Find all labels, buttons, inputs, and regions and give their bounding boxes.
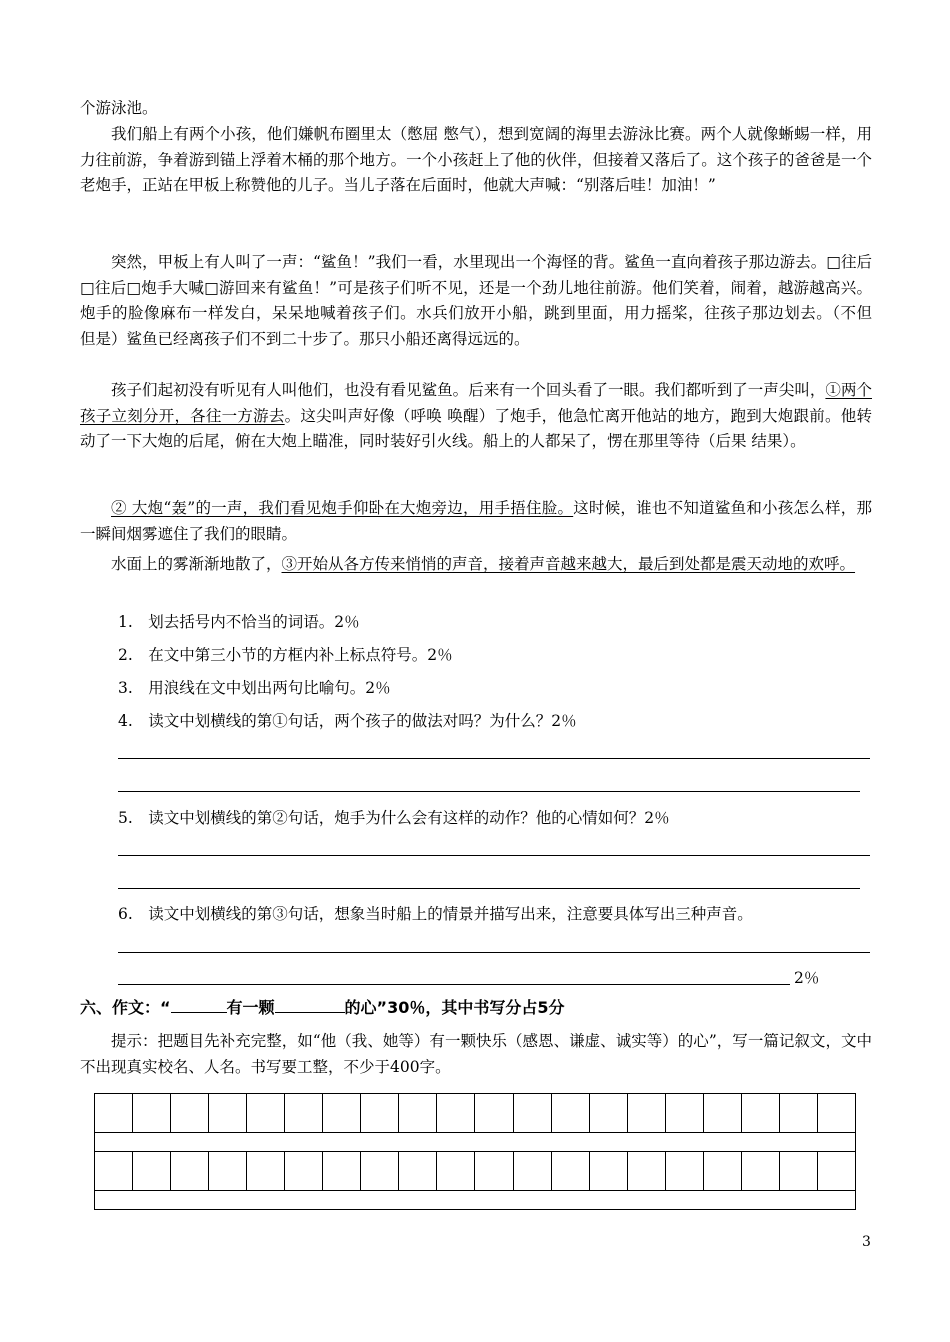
underlined-sentence-1: ①两个孩子立刻分开，各往一方游去 bbox=[80, 381, 872, 425]
grid-spacer bbox=[95, 1132, 855, 1151]
answer-line[interactable] bbox=[118, 888, 860, 889]
grid-cell[interactable] bbox=[399, 1152, 437, 1190]
passage-paragraph-4 bbox=[80, 496, 872, 547]
grid-cell[interactable] bbox=[742, 1094, 780, 1132]
underlined-sentence-2: ② 大炮“轰”的一声，我们看见炮手仰卧在大炮旁边，用手捂住脸。 bbox=[111, 499, 574, 517]
grid-cell[interactable] bbox=[399, 1094, 437, 1132]
grid-cell[interactable] bbox=[437, 1094, 475, 1132]
grid-cell[interactable] bbox=[552, 1152, 590, 1190]
passage-text: 个游泳池。 bbox=[80, 99, 158, 117]
answer-line[interactable] bbox=[118, 952, 870, 953]
writing-grid[interactable] bbox=[94, 1093, 856, 1210]
title-blank[interactable] bbox=[171, 996, 227, 1013]
grid-cell[interactable] bbox=[95, 1094, 133, 1132]
question-2: 2. 在文中第三小节的方框内补上标点符号。2％ bbox=[118, 646, 453, 664]
grid-cell[interactable] bbox=[323, 1094, 361, 1132]
grid-cell[interactable] bbox=[590, 1152, 628, 1190]
passage-paragraph-5 bbox=[80, 552, 872, 578]
grid-cell[interactable] bbox=[133, 1152, 171, 1190]
grid-cell[interactable] bbox=[818, 1152, 855, 1190]
grid-cell[interactable] bbox=[475, 1094, 513, 1132]
essay-title-text: 六、作文：“ bbox=[80, 998, 171, 1017]
grid-cell[interactable] bbox=[437, 1152, 475, 1190]
essay-title-text: 有一颗 bbox=[226, 998, 275, 1017]
grid-cell[interactable] bbox=[552, 1094, 590, 1132]
question-4: 4. 读文中划横线的第①句话，两个孩子的做法对吗？为什么？2％ bbox=[118, 712, 577, 730]
passage-paragraph-2 bbox=[80, 250, 888, 352]
essay-title-text: 的心”30％，其中书写分占5分 bbox=[344, 998, 565, 1017]
essay-hint-text: 提示：把题目先补充完整，如“他（我、她等）有一颗快乐（感恩、谦虚、诚实等）的心”，写一篇记叙文，文中不出现真实校名、人名。书写要工整，不少于400字。 bbox=[80, 1032, 872, 1076]
passage-paragraph-1 bbox=[80, 122, 872, 199]
grid-cell[interactable] bbox=[704, 1094, 742, 1132]
question-6-score: 2％ bbox=[794, 969, 820, 987]
grid-cell[interactable] bbox=[95, 1152, 133, 1190]
grid-cell[interactable] bbox=[666, 1094, 704, 1132]
answer-line[interactable] bbox=[118, 984, 790, 985]
grid-cell[interactable] bbox=[171, 1094, 209, 1132]
grid-cell[interactable] bbox=[780, 1094, 818, 1132]
passage-text: 孩子们起初没有听见有人叫他们，也没有看见鲨鱼。后来有一个回头看了一眼。我们都听到了一声尖叫， bbox=[111, 381, 826, 399]
question-3: 3. 用浪线在文中划出两句比喻句。2％ bbox=[118, 679, 391, 697]
passage-text: 水面上的雾渐渐地散了， bbox=[111, 555, 282, 573]
grid-cell[interactable] bbox=[285, 1152, 323, 1190]
grid-cell[interactable] bbox=[247, 1094, 285, 1132]
grid-cell[interactable] bbox=[247, 1152, 285, 1190]
grid-cell[interactable] bbox=[666, 1152, 704, 1190]
question-5: 5. 读文中划横线的第②句话，炮手为什么会有这样的动作？他的心情如何？2％ bbox=[118, 809, 670, 827]
grid-cell[interactable] bbox=[514, 1152, 552, 1190]
grid-cell[interactable] bbox=[209, 1094, 247, 1132]
essay-hint bbox=[80, 1029, 872, 1080]
grid-cell[interactable] bbox=[361, 1094, 399, 1132]
answer-line[interactable] bbox=[118, 791, 860, 792]
passage-text: 突然，甲板上有人叫了一声：“鲨鱼！”我们一看，水里现出一个海怪的背。鲨鱼一直向着孩子那边游去。□往后□往后□炮手大喊□游回来有鲨鱼！”可是孩子们听不见，还是一个劲儿地往前游。他们笑着，闹着，越游越高兴。炮手的脸像麻布一样发白，呆呆地喊着孩子们。水兵们放开小船，跳到里面，用力摇桨，往孩子那边划去。（不但 但是）鲨鱼已经离孩子们不到二十步了。那只小船还离得远远的。 bbox=[80, 253, 888, 348]
question-1: 1. 划去括号内不恰当的词语。2％ bbox=[118, 613, 360, 631]
grid-cell[interactable] bbox=[514, 1094, 552, 1132]
title-blank[interactable] bbox=[275, 996, 345, 1013]
question-6: 6. 读文中划横线的第③句话，想象当时船上的情景并描写出来，注意要具体写出三种声音。 bbox=[118, 905, 753, 923]
grid-cell[interactable] bbox=[628, 1152, 666, 1190]
grid-cell[interactable] bbox=[171, 1152, 209, 1190]
grid-cell[interactable] bbox=[475, 1152, 513, 1190]
passage-text: 这时候，谁也不知道鲨鱼和小孩怎么样，那一瞬间烟雾遮住了我们的眼睛。 bbox=[80, 499, 872, 543]
grid-cell[interactable] bbox=[628, 1094, 666, 1132]
answer-line[interactable] bbox=[118, 855, 870, 856]
grid-cell[interactable] bbox=[285, 1094, 323, 1132]
grid-cell[interactable] bbox=[133, 1094, 171, 1132]
grid-cell[interactable] bbox=[590, 1094, 628, 1132]
answer-line[interactable] bbox=[118, 758, 870, 759]
grid-cell[interactable] bbox=[704, 1152, 742, 1190]
grid-row bbox=[95, 1151, 855, 1190]
grid-row bbox=[95, 1094, 855, 1132]
essay-title bbox=[80, 996, 564, 1020]
passage-paragraph-3 bbox=[80, 378, 872, 455]
grid-cell[interactable] bbox=[209, 1152, 247, 1190]
passage-text: 我们船上有两个小孩，他们嫌帆布圈里太（憋屈 憋气），想到宽阔的海里去游泳比赛。两个人就像蜥蜴一样，用力往前游，争着游到锚上浮着木桶的那个地方。一个小孩赶上了他的伙伴，但接着又落后了。这个孩子的爸爸是一个老炮手，正站在甲板上称赞他的儿子。当儿子落在后面时，他就大声喊：“别落后哇！加油！” bbox=[80, 125, 872, 194]
underlined-sentence-3: ③开始从各方传来悄悄的声音，接着声音越来越大，最后到处都是震天动地的欢呼。 bbox=[281, 555, 856, 573]
passage-text: 。这尖叫声好像（呼唤 唤醒）了炮手，他急忙离开他站的地方，跑到大炮跟前。他转动了一下大炮的后尾，俯在大炮上瞄准，同时装好引火线。船上的人都呆了，愣在那里等待（后果 结果）。 bbox=[80, 406, 872, 450]
grid-cell[interactable] bbox=[361, 1152, 399, 1190]
page-number: 3 bbox=[862, 1234, 871, 1250]
grid-spacer bbox=[95, 1190, 855, 1209]
grid-cell[interactable] bbox=[780, 1152, 818, 1190]
grid-cell[interactable] bbox=[742, 1152, 780, 1190]
grid-cell[interactable] bbox=[323, 1152, 361, 1190]
grid-cell[interactable] bbox=[818, 1094, 855, 1132]
passage-line-end bbox=[80, 96, 872, 122]
